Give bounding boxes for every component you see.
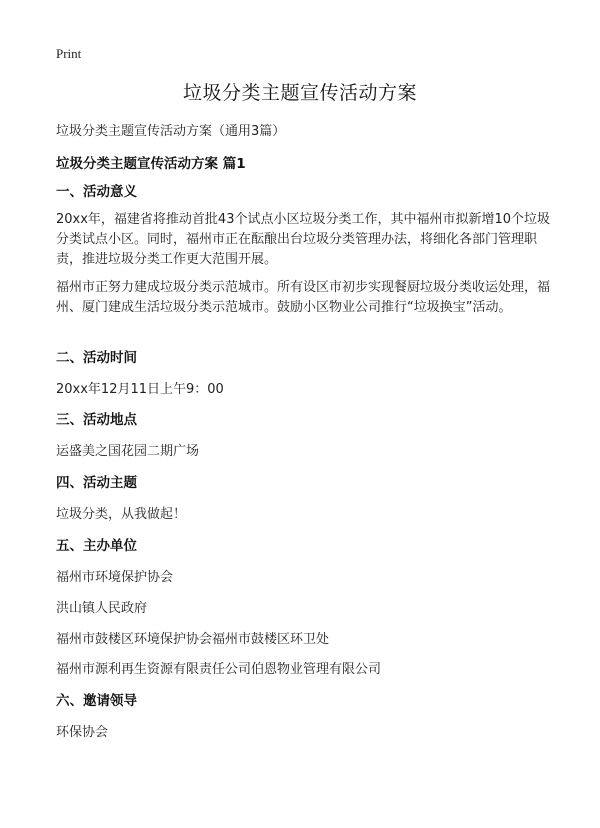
organizer-item: 福州市源利再生资源有限责任公司伯恩物业管理有限公司 [56, 662, 382, 677]
print-link[interactable]: Print [56, 46, 82, 61]
section-heading-time: 二、活动时间 [56, 350, 137, 366]
organizer-item: 福州市环境保护协会 [56, 570, 174, 585]
organizer-item: 福州市鼓楼区环境保护协会福州市鼓楼区环卫处 [56, 632, 330, 647]
event-time: 20xx年12月11日上午9：00 [56, 382, 224, 397]
event-location: 运盛美之国花园二期广场 [56, 444, 200, 459]
document-subtitle: 垃圾分类主题宣传活动方案（通用3篇） [56, 124, 286, 139]
section-heading-location: 三、活动地点 [56, 412, 137, 428]
section-heading-significance: 一、活动意义 [56, 184, 137, 200]
section-heading-theme: 四、活动主题 [56, 475, 137, 491]
section-heading-invited: 六、邀请领导 [56, 693, 137, 709]
significance-paragraph-2: 福州市正努力建成垃圾分类示范城市。所有设区市初步实现餐厨垃圾分类收运处理，福州、厦门建成生活垃圾分类示范城市。鼓励小区物业公司推行“垃圾换宝”活动。 [56, 280, 551, 315]
event-theme: 垃圾分类，从我做起！ [56, 507, 187, 522]
invited-guest: 环保协会 [56, 725, 109, 740]
document-title: 垃圾分类主题宣传活动方案 [182, 82, 417, 104]
organizer-item: 洪山镇人民政府 [56, 601, 148, 616]
section-heading-organizers: 五、主办单位 [56, 538, 137, 554]
article-heading: 垃圾分类主题宣传活动方案 篇1 [56, 156, 246, 172]
significance-paragraph-1: 20xx年，福建省将推动首批43个试点小区垃圾分类工作，其中福州市拟新增10个垃圾分类试点小区。同时，福州市正在酝酿出台垃圾分类管理办法，将细化各部门管理职责，推进垃圾分类工作更大范围开展。 [56, 212, 551, 267]
